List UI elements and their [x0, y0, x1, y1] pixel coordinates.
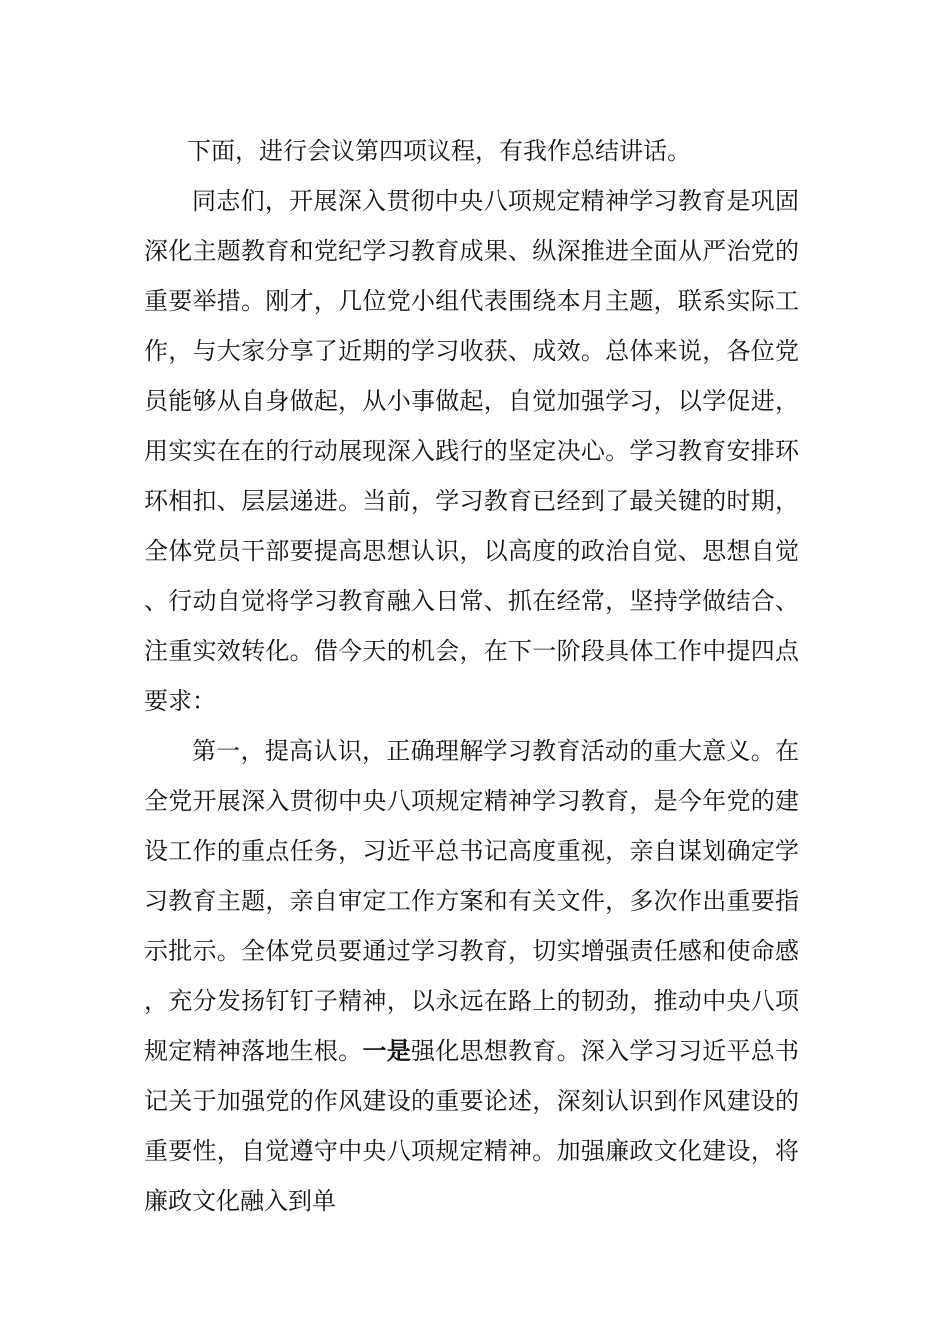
paragraph-agenda-intro: 下面，进行会议第四项议程，有我作总结讲话。 — [187, 137, 691, 165]
bold-point-marker: 一是 — [362, 1037, 411, 1065]
document-body — [144, 126, 799, 1226]
paragraph-first-requirement — [144, 726, 799, 1226]
paragraph-text-before-bold: 第一，提高认识，正确理解学习教育活动的重大意义。在全党开展深入贯彻中央八项规定精神学习教育，是今年党的建设工作的重点任务，习近平总书记高度重视，亲自谋划确定学习教育主题，亲自审定工作方案和有关文件，多次作出重要指示批示。全体党员要通过学习教育，切实增强责任感和使命感，充分发扬钉钉子精神，以永远在路上的韧劲，推动中央八项规定精神落地生根。 — [144, 737, 799, 1065]
paragraph-opening-remarks: 同志们，开展深入贯彻中央八项规定精神学习教育是巩固深化主题教育和党纪学习教育成果、纵深推进全面从严治党的重要举措。刚才，几位党小组代表围绕本月主题，联系实际工作，与大家分享了近期的学习收获、成效。总体来说，各位党员能够从自身做起，从小事做起，自觉加强学习，以学促进，用实实在在的行动展现深入践行的坚定决心。学习教育安排环环相扣、层层递进。当前，学习教育已经到了最关键的时期，全体党员干部要提高思想认识，以高度的政治自觉、思想自觉、行动自觉将学习教育融入日常、抓在经常，坚持学做结合、注重实效转化。借今天的机会，在下一阶段具体工作中提四点要求： — [144, 187, 799, 715]
paragraph-text-after-bold: 强化思想教育。深入学习习近平总书记关于加强党的作风建设的重要论述，深刻认识到作风建设的重要性，自觉遵守中央八项规定精神。加强廉政文化建设，将廉政文化融入到单 — [144, 1037, 800, 1215]
